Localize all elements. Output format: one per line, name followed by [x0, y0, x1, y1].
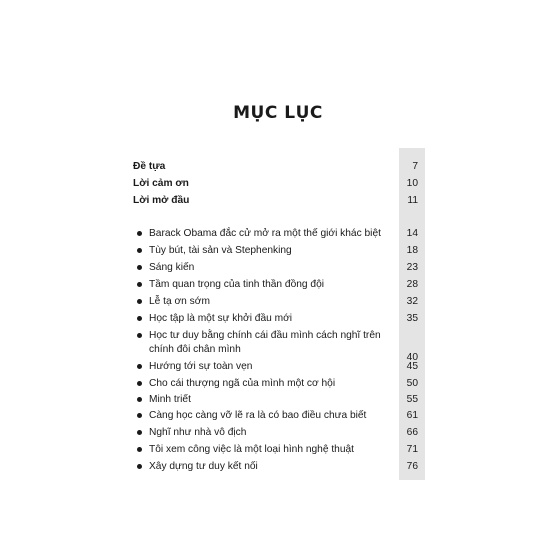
toc-page-number: 76: [406, 461, 418, 472]
toc-page-number: 35: [406, 313, 418, 324]
toc-chapter-label: Tầm quan trọng của tinh thần đồng đội: [149, 279, 325, 290]
toc-page-number: 32: [406, 296, 418, 307]
toc-chapter-item[interactable]: [0, 375, 556, 392]
toc-chapter-label: Học tư duy bằng chính cái đầu mình cách nghĩ trên: [149, 330, 381, 341]
toc-page-number: 55: [406, 394, 418, 405]
toc-chapter-item[interactable]: [0, 358, 556, 375]
page-title: MỤC LỤC: [233, 103, 323, 123]
toc-chapter-label: Tôi xem công việc là một loại hình nghệ thuật: [149, 444, 354, 455]
toc-chapter-item[interactable]: [0, 242, 556, 259]
toc-page-number: 71: [406, 444, 418, 455]
bullet-icon: [137, 231, 142, 236]
toc-front-item[interactable]: [0, 192, 556, 209]
toc-page-number: 7: [412, 161, 418, 172]
bullet-icon: [137, 248, 142, 253]
bullet-icon: [137, 464, 142, 469]
bullet-icon: [137, 265, 142, 270]
toc-page-number: 66: [406, 427, 418, 438]
toc-page-number: 18: [406, 245, 418, 256]
bullet-icon: [137, 397, 142, 402]
toc-chapter-item[interactable]: [0, 441, 556, 458]
toc-chapter-label: Lễ tạ ơn sớm: [149, 296, 210, 307]
toc-chapter-label-continued: chính đôi chân mình: [149, 344, 241, 355]
toc-front-label: Đề tựa: [133, 161, 166, 172]
toc-page-number: 23: [406, 262, 418, 273]
toc-chapter-item[interactable]: [0, 310, 556, 327]
toc-page-number: 50: [406, 378, 418, 389]
toc-chapter-label: Xây dựng tư duy kết nối: [149, 461, 258, 472]
toc-chapter-label: Học tập là một sự khởi đầu mới: [149, 313, 293, 324]
bullet-icon: [137, 333, 142, 338]
toc-front-item[interactable]: [0, 158, 556, 175]
toc-chapter-item[interactable]: [0, 259, 556, 276]
bullet-icon: [137, 316, 142, 321]
toc-chapter-item-continued[interactable]: [0, 341, 556, 363]
toc-chapter-item[interactable]: [0, 293, 556, 310]
toc-chapter-item[interactable]: [0, 276, 556, 293]
toc-chapter-item[interactable]: [0, 225, 556, 242]
toc-page-number: 28: [406, 279, 418, 290]
toc-page-number: 45: [406, 361, 418, 372]
toc-page-number: 10: [406, 178, 418, 189]
toc-front-label: Lời cảm ơn: [133, 178, 189, 189]
toc-chapter-label: Sáng kiến: [149, 262, 195, 273]
toc-chapter-label: Tùy bút, tài sản và Stephenking: [149, 245, 292, 256]
toc-chapter-item[interactable]: [0, 458, 556, 475]
toc-page-number: 61: [406, 410, 418, 421]
toc-chapter-label: Minh triết: [149, 394, 191, 405]
toc-front-label: Lời mở đầu: [133, 195, 190, 206]
bullet-icon: [137, 447, 142, 452]
bullet-icon: [137, 430, 142, 435]
toc-page-number: 11: [407, 195, 418, 206]
bullet-icon: [137, 381, 142, 386]
toc-page-number: 14: [406, 228, 418, 239]
toc-chapter-label: Nghĩ như nhà vô địch: [149, 427, 247, 438]
toc-chapter-label: Càng học càng vỡ lẽ ra là có bao điều chưa biết: [149, 410, 367, 421]
toc-page-number: 40: [406, 352, 418, 363]
bullet-icon: [137, 364, 142, 369]
toc-front-item[interactable]: [0, 175, 556, 192]
bullet-icon: [137, 282, 142, 287]
toc-chapter-label: Barack Obama đắc cử mở ra một thế giới khác biệt: [149, 228, 381, 239]
toc-chapter-item[interactable]: [0, 407, 556, 424]
toc-chapter-label: Hướng tới sự toàn vẹn: [149, 361, 253, 372]
toc-chapter-item[interactable]: [0, 391, 556, 408]
toc-chapter-label: Cho cái thượng ngã của mình một cơ hội: [149, 378, 336, 389]
bullet-icon: [137, 413, 142, 418]
toc-chapter-item[interactable]: [0, 424, 556, 441]
bullet-icon: [137, 299, 142, 304]
